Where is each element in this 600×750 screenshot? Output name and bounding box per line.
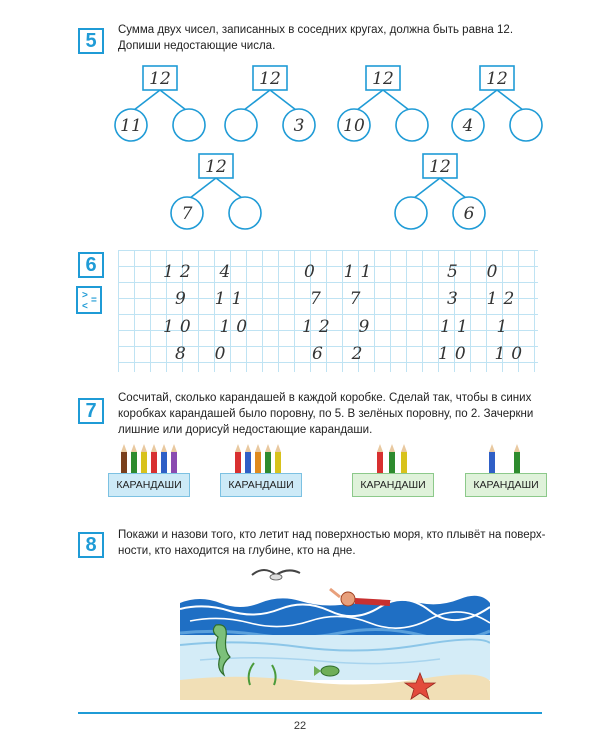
circle-left-value: 7 (181, 204, 193, 224)
seagull-icon[interactable] (252, 570, 300, 580)
cmp-r4-c3: 10 10 (438, 344, 529, 364)
sum-tree-6 (395, 154, 485, 229)
task-5-number: 5 (78, 28, 104, 54)
pencil-box-blue-1[interactable]: КАРАНДАШИ (108, 473, 190, 497)
circle-right[interactable] (396, 109, 428, 141)
circle-right-value: 3 (293, 116, 305, 136)
task-8-instruction (118, 527, 548, 559)
sum-value: 12 (486, 69, 508, 89)
sum-value: 12 (372, 69, 394, 89)
pencil-box-green-2[interactable]: КАРАНДАШИ (465, 473, 547, 497)
circle-left-value: 4 (462, 116, 474, 136)
task-7-number: 7 (78, 398, 104, 424)
cmp-r3-c3: 11 1 (440, 317, 514, 337)
circle-left[interactable] (225, 109, 257, 141)
circle-right-value: 6 (463, 204, 475, 224)
task-8-instruction-line-2: ности, кто находится на глубине, кто на дне. (118, 545, 356, 557)
circle-left-value: 10 (343, 116, 365, 136)
cmp-r2-c2: 7 7 (310, 289, 367, 309)
greater-symbol: > (82, 290, 88, 301)
task-5-instruction-line-1: Сумма двух чисел, записанных в соседних кругах, должна быть равна 12. (118, 24, 514, 36)
less-symbol: < (82, 301, 88, 312)
task-8-instruction-line-1: Покажи и назови того, кто летит над поверхностью моря, кто плывёт на поверх- (118, 529, 546, 541)
sum-tree-3 (338, 66, 428, 141)
cmp-r1-c3: 5 0 (447, 262, 504, 282)
task-5-instruction-line-2: Допиши недостающие числа. (118, 40, 276, 52)
swimmer-icon[interactable] (330, 589, 390, 606)
sum-trees (0, 0, 600, 240)
cmp-r4-c2: 6 2 (312, 344, 369, 364)
circle-left-value: 11 (120, 116, 142, 136)
equal-symbol: = (91, 295, 97, 306)
sea-illustration (180, 565, 490, 700)
footer-line (78, 712, 542, 714)
sum-value: 12 (429, 157, 451, 177)
task-8-number: 8 (78, 532, 104, 558)
task-7-instruction-line-3: лишние или дорисуй недостающие карандаши. (118, 424, 373, 436)
circle-right[interactable] (229, 197, 261, 229)
page-number: 22 (293, 720, 307, 732)
circle-right[interactable] (510, 109, 542, 141)
cmp-r3-c1: 10 10 (163, 317, 254, 337)
cmp-r3-c2: 12 9 (302, 317, 376, 337)
sum-tree-1 (115, 66, 205, 141)
pencil-box-blue-2[interactable]: КАРАНДАШИ (220, 473, 302, 497)
cmp-r4-c1: 8 0 (175, 344, 232, 364)
cmp-r1-c2: 0 11 (304, 262, 378, 282)
cmp-r1-c1: 12 4 (163, 262, 237, 282)
sum-value: 12 (259, 69, 281, 89)
cmp-r2-c3: 3 12 (447, 289, 521, 309)
sum-tree-2 (225, 66, 315, 141)
sum-value: 12 (149, 69, 171, 89)
circle-right[interactable] (173, 109, 205, 141)
sum-value: 12 (205, 157, 227, 177)
cmp-r2-c1: 9 11 (175, 289, 249, 309)
circle-left[interactable] (395, 197, 427, 229)
task-7-instruction-line-1: Сосчитай, сколько карандашей в каждой коробке. Сделай так, чтобы в синих (118, 392, 532, 404)
sum-tree-5 (171, 154, 261, 229)
sum-tree-4 (452, 66, 542, 141)
task-7-instruction (118, 390, 548, 438)
pencil-box-green-1[interactable]: КАРАНДАШИ (352, 473, 434, 497)
compare-symbols-box (76, 286, 102, 314)
task-6-number: 6 (78, 252, 104, 278)
task-7-instruction-line-2: коробках карандашей было поровну, по 5. В зелёных поровну, по 2. Зачеркни (118, 408, 534, 420)
